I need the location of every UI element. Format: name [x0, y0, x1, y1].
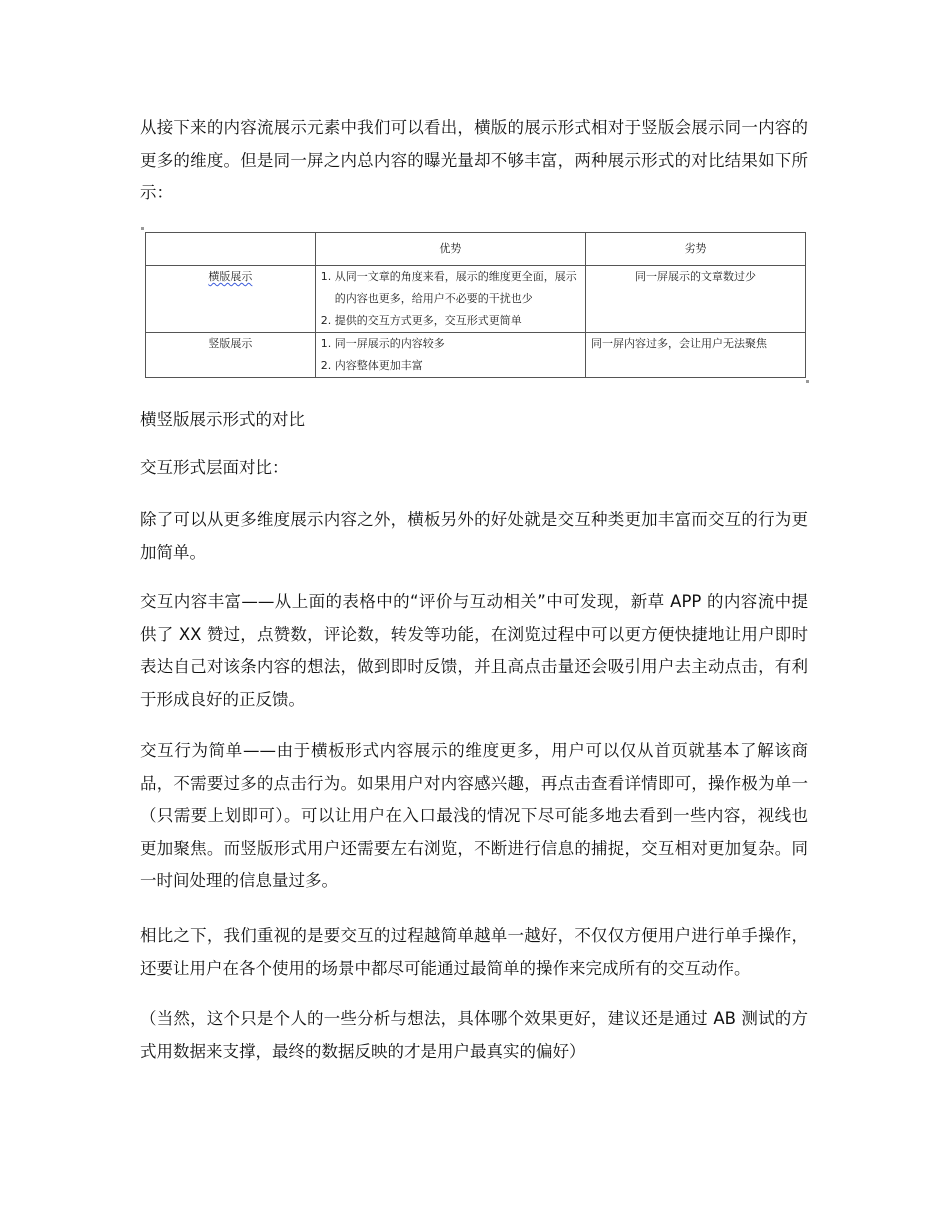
advantage-item: 2. 内容整体更加丰富 — [320, 359, 423, 372]
row-label-horizontal — [146, 266, 316, 333]
section-subheading: 交互形式层面对比： — [140, 458, 289, 477]
header-empty-cell — [146, 233, 316, 266]
row-label-vertical: 竖版展示 — [146, 333, 316, 378]
intro-paragraph: 从接下来的内容流展示元素中我们可以看出，横版的展示形式相对于竖版会展示同一内容的更多的维度。但是同一屏之内总内容的曝光量却不够丰富，两种展示形式的对比结果如下所示： — [140, 118, 808, 202]
table-row-vertical — [146, 333, 806, 378]
paragraph-4: 相比之下，我们重视的是要交互的过程越简单越单一越好，不仅仅方便用户进行单手操作，还要让用户在各个使用的场景中都尽可能通过最简单的操作来完成所有的交互动作。 — [140, 926, 808, 978]
comparison-table — [145, 232, 806, 378]
table-anchor-mark — [141, 227, 144, 230]
header-advantage: 优势 — [315, 233, 585, 266]
row-label-horizontal-text: 横版展示 — [208, 270, 253, 283]
advantage-item: 2. 提供的交互方式更多，交互形式更简单 — [320, 314, 522, 327]
header-disadvantage: 劣势 — [585, 233, 805, 266]
disadvantage-horizontal: 同一屏展示的文章数过少 — [585, 266, 805, 333]
advantages-horizontal — [315, 266, 585, 333]
table-row-horizontal — [146, 266, 806, 333]
paragraph-3: 交互行为简单——由于横板形式内容展示的维度更多，用户可以仅从首页就基本了解该商品，不需要过多的点击行为。如果用户对内容感兴趣，再点击查看详情即可，操作极为单一（只需要上划即可）。可以让用户在入口最浅的情况下尽可能多地去看到一些内容，视线也更加聚焦。而竖版形式用户还需要左右浏览，不断进行信息的捕捉，交互相对更加复杂。同一时间处理的信息量过多。 — [140, 741, 808, 890]
table-caption: 横竖版展示形式的对比 — [140, 410, 305, 429]
advantage-item: 1. 从同一文章的角度来看，展示的维度更全面，展示的内容也更多，给用户不必要的干扰也少 — [320, 270, 577, 305]
disadvantage-vertical: 同一屏内容过多，会让用户无法聚焦 — [585, 333, 805, 378]
advantage-item: 1. 同一屏展示的内容较多 — [320, 337, 445, 350]
paragraph-1: 除了可以从更多维度展示内容之外，横板另外的好处就是交互种类更加丰富而交互的行为更加简单。 — [140, 510, 808, 562]
paragraph-2: 交互内容丰富——从上面的表格中的“评价与互动相关”中可发现，新草 APP 的内容流中提供了 XX 赞过，点赞数，评论数，转发等功能，在浏览过程中可以更方便快捷地让用户即时表达自己对该条内容的想法，做到即时反馈，并且高点击量还会吸引用户去主动点击，有利于形成良好的正反馈。 — [140, 592, 808, 709]
advantages-vertical — [315, 333, 585, 378]
table-header-row — [146, 233, 806, 266]
paragraph-5: （当然，这个只是个人的一些分析与想法，具体哪个效果更好，建议还是通过 AB 测试的方式用数据来支撑，最终的数据反映的才是用户最真实的偏好） — [140, 1009, 808, 1061]
table-end-mark — [806, 380, 809, 383]
